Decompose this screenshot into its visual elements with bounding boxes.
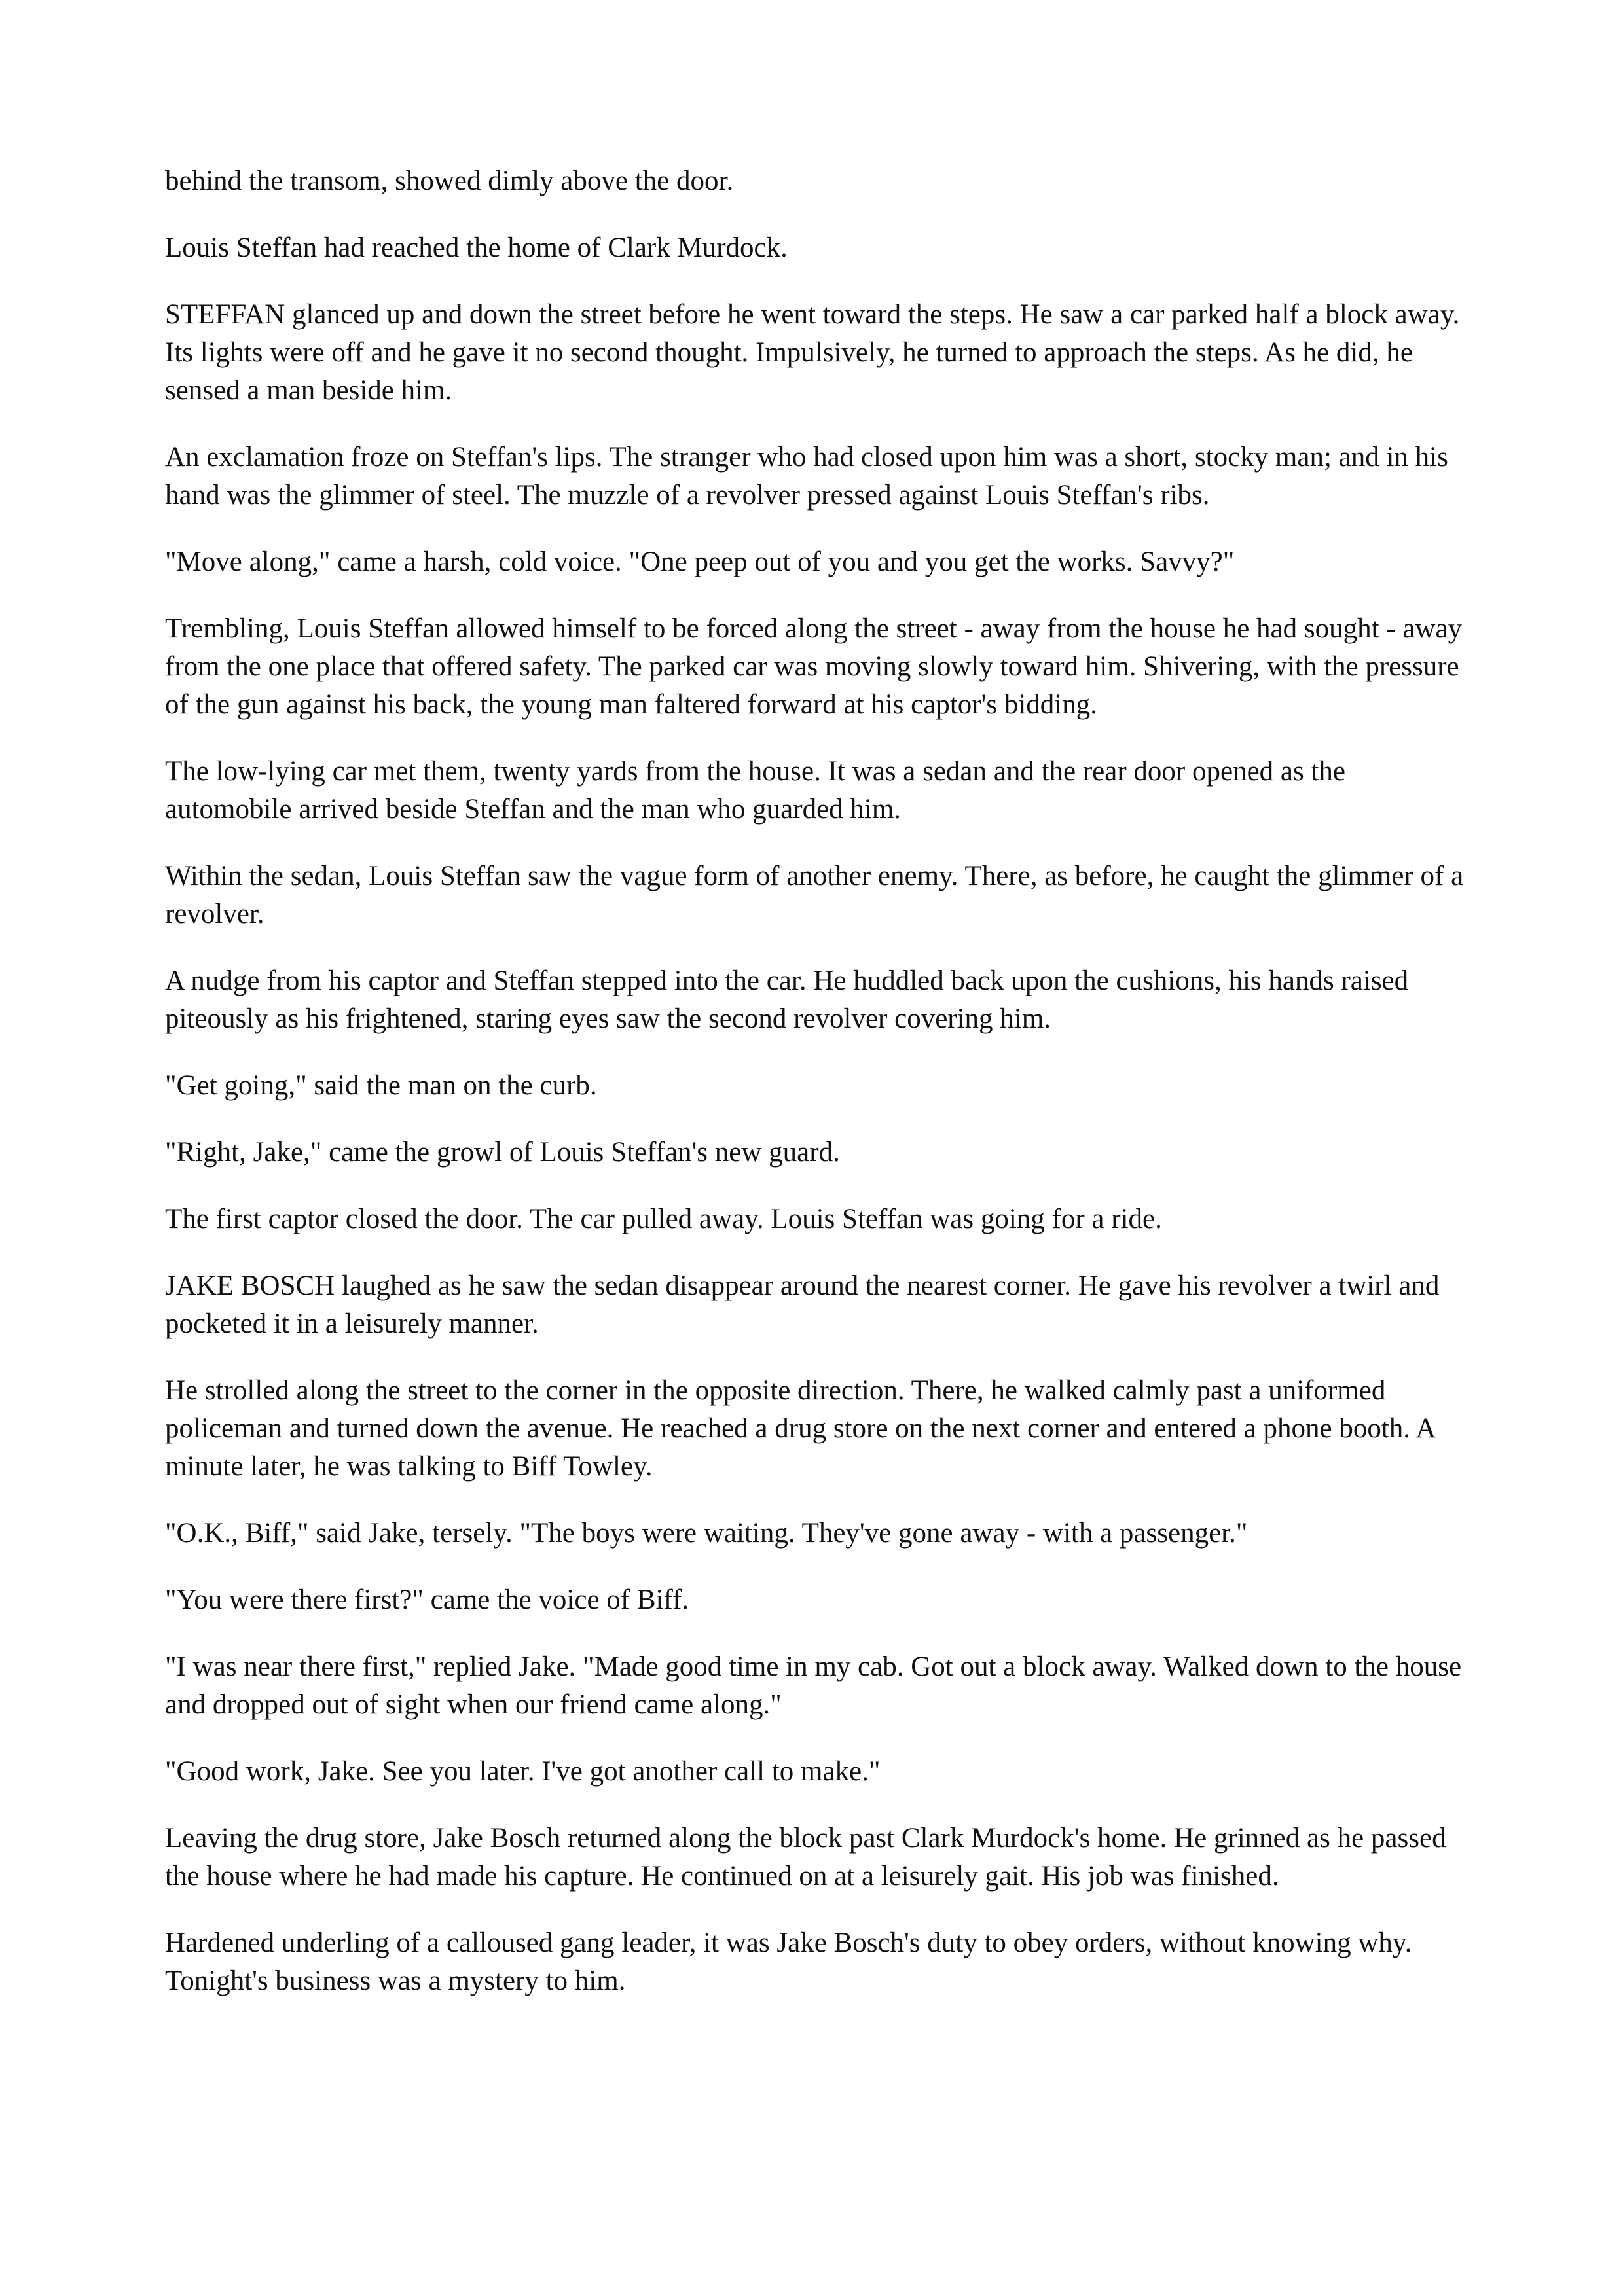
paragraph-14: He strolled along the street to the corner in the opposite direction. There, he walked calmly past a uniformed policeman and turned down the avenue. He reached a drug store on the next corner and entered a phone booth. A minute later, he was talking to Biff Towley. bbox=[165, 1375, 1435, 1482]
paragraph-19: Leaving the drug store, Jake Bosch returned along the block past Clark Murdock's home. He grinned as he passed the house where he had made his capture. He continued on at a leisurely gait. His job was finished. bbox=[165, 1823, 1446, 1892]
paragraph-7: The low-lying car met them, twenty yards from the house. It was a sedan and the rear door opened as the automobile arrived beside Steffan and the man who guarded him. bbox=[165, 756, 1346, 825]
paragraph-2: Louis Steffan had reached the home of Clark Murdock. bbox=[165, 232, 788, 263]
paragraph-18: "Good work, Jake. See you later. I've got another call to make." bbox=[165, 1756, 881, 1787]
paragraph-1: behind the transom, showed dimly above the door. bbox=[165, 166, 734, 196]
paragraph-16: "You were there first?" came the voice of Biff. bbox=[165, 1585, 689, 1615]
paragraph-11: "Right, Jake," came the growl of Louis Steffan's new guard. bbox=[165, 1137, 840, 1168]
paragraph-8: Within the sedan, Louis Steffan saw the vague form of another enemy. There, as before, he caught the glimmer of a revolver. bbox=[165, 861, 1464, 929]
paragraph-4: An exclamation froze on Steffan's lips. The stranger who had closed upon him was a short, stocky man; and in his hand was the glimmer of steel. The muzzle of a revolver pressed against Louis Steffan's ribs. bbox=[165, 442, 1448, 511]
paragraph-5: "Move along," came a harsh, cold voice. "One peep out of you and you get the works. Savvy?" bbox=[165, 547, 1235, 577]
paragraph-20: Hardened underling of a calloused gang leader, it was Jake Bosch's duty to obey orders, without knowing why. Tonight's business was a mystery to him. bbox=[165, 1928, 1412, 1996]
paragraph-3: STEFFAN glanced up and down the street before he went toward the steps. He saw a car parked half a block away. Its lights were off and he gave it no second thought. Impulsively, he turned to approach the steps. As he did, he sensed a man beside him. bbox=[165, 299, 1460, 406]
paragraph-17: "I was near there first," replied Jake. "Made good time in my cab. Got out a block away. Walked down to the house and dropped out of sight when our friend came along." bbox=[165, 1651, 1462, 1720]
paragraph-15: "O.K., Biff," said Jake, tersely. "The boys were waiting. They've gone away - with a passenger." bbox=[165, 1518, 1248, 1549]
paragraph-9: A nudge from his captor and Steffan stepped into the car. He huddled back upon the cushions, his hands raised piteously as his frightened, staring eyes saw the second revolver covering him. bbox=[165, 965, 1409, 1034]
paragraph-6: Trembling, Louis Steffan allowed himself to be forced along the street - away from the house he had sought - away from the one place that offered safety. The parked car was moving slowly toward him. Shivering, with the pressure of the gun against his back, the young man faltered forward at his captor's bidding. bbox=[165, 613, 1463, 720]
paragraph-13: JAKE BOSCH laughed as he saw the sedan disappear around the nearest corner. He gave his revolver a twirl and pocketed it in a leisurely manner. bbox=[165, 1270, 1440, 1339]
text-body bbox=[165, 162, 1474, 2029]
paragraph-10: "Get going," said the man on the curb. bbox=[165, 1070, 597, 1101]
paragraph-12: The first captor closed the door. The car pulled away. Louis Steffan was going for a ride. bbox=[165, 1204, 1162, 1234]
